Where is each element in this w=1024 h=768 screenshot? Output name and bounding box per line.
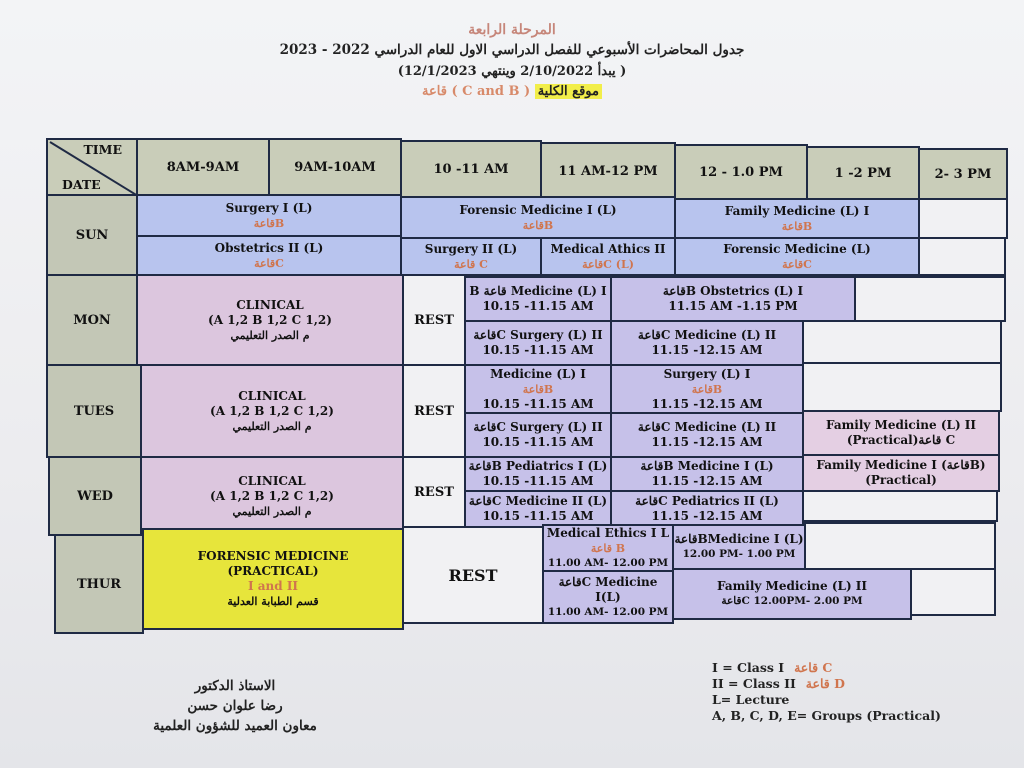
- sun-medical-ethics-ii: [540, 237, 676, 276]
- signature-line: معاون العميد للشؤون العلمية: [153, 718, 317, 734]
- tues-clinical: [140, 364, 404, 458]
- course-title: Surgery I (L): [225, 200, 313, 215]
- hall-label: قاعة C: [454, 257, 488, 271]
- empty-cell: [802, 362, 1002, 412]
- course-title: Medical Athics II: [550, 241, 666, 256]
- course-title: FORENSIC MEDICINE: [197, 549, 349, 563]
- legend: [712, 660, 941, 724]
- course-type: (PRACTICAL): [227, 564, 319, 578]
- clinical-title: CLINICAL: [238, 388, 306, 403]
- course-title: قاعةC Surgery (L) II: [473, 328, 603, 342]
- thur-medical-ethics-i: [542, 524, 674, 572]
- signature-line: الاستاذ الدكتور: [194, 678, 276, 694]
- thur-medicine-i-c: [542, 570, 674, 624]
- course-title: Obstetrics II (L): [214, 240, 324, 255]
- course-note: (Practical): [865, 473, 937, 487]
- sun-forensic-i: [400, 196, 676, 239]
- empty-cell: [854, 276, 1006, 322]
- course-title: Family Medicine (L) II: [825, 418, 977, 432]
- course-time: 10.15 -11.15 AM: [482, 435, 594, 449]
- tues-surgery-i: [610, 364, 804, 414]
- tues-rest: REST: [402, 364, 466, 458]
- course-time: 11.15 -12.15 AM: [651, 396, 763, 411]
- corner-date: DATE: [62, 177, 101, 192]
- mon-surgery-ii: [464, 320, 612, 366]
- signature-block: [140, 676, 330, 736]
- course-title: Forensic Medicine I (L): [459, 202, 617, 217]
- course-time: 10.15 -11.15 AM: [482, 396, 594, 411]
- clinical-groups: (A 1,2 B 1,2 C 1,2): [208, 312, 332, 327]
- legend-text: I = Class I: [712, 660, 785, 675]
- hall-label: قاعةB: [522, 218, 554, 232]
- mon-obstetrics-i: [610, 276, 856, 322]
- legend-line: [712, 660, 941, 676]
- course-title: B قاعة Medicine (L) I: [469, 284, 607, 298]
- clinical-title: CLINICAL: [238, 473, 306, 488]
- empty-cell: [802, 490, 998, 522]
- tues-surgery-ii: [464, 412, 612, 458]
- sun-surgery-i: [136, 194, 402, 237]
- sun-family-i: [674, 198, 920, 239]
- hall-label: قاعةC (L): [582, 257, 634, 271]
- clinical-place: م الصدر التعليمي: [232, 504, 312, 518]
- time-header: 2- 3 PM: [918, 148, 1008, 200]
- clinical-place: م الصدر التعليمي: [230, 328, 310, 342]
- course-title: قاعةC Medicine I(L): [558, 574, 658, 604]
- sun-surgery-ii: [400, 237, 542, 276]
- hall-label: قاعةB: [691, 382, 723, 396]
- course-title: Family Medicine I (قاعةB): [816, 458, 986, 472]
- course-title: Surgery (L) I: [663, 366, 751, 381]
- wed-rest: REST: [402, 456, 466, 528]
- mon-clinical: [136, 274, 404, 366]
- hall-label: قاعةB: [522, 382, 554, 396]
- thur-forensic-practical: [142, 528, 404, 630]
- course-department: قسم الطبابة العدلية: [227, 595, 319, 608]
- course-note: (Practical)قاعة C: [846, 433, 956, 447]
- day-label-thur: THUR: [54, 534, 144, 634]
- wed-family-i-practical: [802, 454, 1000, 492]
- course-time: 12.00 PM- 1.00 PM: [682, 548, 796, 560]
- hall-label: قاعةC: [782, 257, 812, 271]
- course-time: 11.15 AM -1.15 PM: [668, 299, 798, 313]
- wed-medicine-i: [610, 456, 804, 492]
- thur-family-ii: [672, 568, 912, 620]
- hall-label: قاعةB: [781, 219, 813, 233]
- mon-medicine-ii: [610, 320, 804, 366]
- course-time: 10.15 -11.15 AM: [482, 474, 594, 488]
- empty-cell: [802, 320, 1002, 364]
- location-hall: قاعة ( C and B ): [422, 84, 531, 99]
- course-title: قاعةB Pediatrics I (L): [468, 459, 608, 473]
- empty-cell: [910, 568, 996, 616]
- legend-hall: قاعة D: [805, 676, 845, 691]
- empty-cell: [918, 237, 1006, 276]
- empty-cell: [804, 522, 996, 570]
- mon-rest: REST: [402, 274, 466, 366]
- day-label-mon: MON: [46, 274, 138, 366]
- clinical-title: CLINICAL: [236, 297, 304, 312]
- corner-time: TIME: [83, 142, 122, 157]
- tues-medicine-ii: [610, 412, 804, 458]
- thur-rest: REST: [402, 526, 544, 624]
- stage-title: المرحلة الرابعة: [468, 22, 556, 38]
- day-label-tues: TUES: [46, 364, 142, 458]
- empty-cell: [918, 198, 1008, 239]
- schedule-dates: ( يبدأ 2/10/2022 وينتهي 12/1/2023): [397, 64, 627, 79]
- clinical-groups: (A 1,2 B 1,2 C 1,2): [210, 403, 334, 418]
- course-time: 11.15 -12.15 AM: [651, 474, 763, 488]
- hall-label: قاعةB: [253, 216, 285, 230]
- time-header: 1 -2 PM: [806, 146, 920, 200]
- time-header: 12 - 1.0 PM: [674, 144, 808, 200]
- tues-medicine-i: [464, 364, 612, 414]
- wed-medicine-ii: [464, 490, 612, 528]
- course-title: Forensic Medicine (L): [723, 241, 871, 256]
- course-title: قاعةB Obstetrics (L) I: [662, 284, 804, 298]
- legend-line: A, B, C, D, E= Groups (Practical): [712, 708, 941, 723]
- wed-pediatrics-ii: [610, 490, 804, 528]
- schedule-title: جدول المحاضرات الأسبوعي للفصل الدراسي الاول للعام الدراسي 2022 - 2023: [279, 42, 745, 58]
- wed-clinical: [140, 456, 404, 536]
- course-title: قاعةB Medicine I (L): [640, 459, 774, 473]
- course-title: قاعةC Medicine II (L): [468, 494, 608, 508]
- legend-text: II = Class II: [712, 676, 796, 691]
- time-header: 9AM-10AM: [268, 138, 402, 196]
- course-classes: I and II: [247, 579, 299, 593]
- course-title: Family Medicine (L) II: [716, 579, 868, 593]
- course-time: 10.15 -11.15 AM: [482, 343, 594, 357]
- time-header: 11 AM-12 PM: [540, 142, 676, 200]
- course-time: 11.15 -12.15 AM: [651, 509, 763, 523]
- course-time: 11.00 AM- 12.00 PM: [547, 605, 669, 618]
- wed-pediatrics-i: [464, 456, 612, 492]
- course-title: Family Medicine (L) I: [724, 203, 870, 218]
- thur-medicine-i: [672, 524, 806, 570]
- course-time: 11.15 -12.15 AM: [651, 435, 763, 449]
- course-time: 10.15 -11.15 AM: [482, 509, 594, 523]
- course-time: 10.15 -11.15 AM: [482, 299, 594, 313]
- sun-obstetrics-ii: [136, 235, 402, 276]
- mon-medicine-i: [464, 276, 612, 322]
- course-title: Surgery II (L): [424, 241, 518, 256]
- time-header: 10 -11 AM: [400, 140, 542, 198]
- hall-label: قاعة B: [590, 541, 626, 555]
- course-title: قاعةC Medicine (L) II: [637, 328, 777, 342]
- clinical-place: م الصدر التعليمي: [232, 419, 312, 433]
- course-title: قاعةC Medicine (L) II: [637, 420, 777, 434]
- corner-header: [46, 138, 138, 196]
- legend-line: [712, 676, 941, 692]
- signature-line: رضا علوان حسن: [187, 698, 283, 714]
- course-title: قاعةBMedicine I (L): [674, 532, 804, 546]
- tues-family-ii-practical: [802, 410, 1000, 456]
- course-time: قاعةC 12.00PM- 2.00 PM: [721, 595, 863, 607]
- hall-label: قاعةC: [254, 256, 284, 270]
- location-label: موقع الكلية: [535, 84, 602, 99]
- sun-forensic-medicine: [674, 237, 920, 276]
- legend-hall: قاعة C: [794, 660, 833, 675]
- course-time: 11.15 -12.15 AM: [651, 343, 763, 357]
- day-label-sun: SUN: [46, 194, 138, 276]
- legend-line: L= Lecture: [712, 692, 790, 707]
- course-title: Medicine (L) I: [490, 366, 586, 381]
- clinical-groups: (A 1,2 B 1,2 C 1,2): [210, 488, 334, 503]
- course-time: 11.00 AM- 12.00 PM: [547, 556, 669, 569]
- course-title: Medical Ethics I L: [546, 525, 670, 540]
- course-title: قاعةC Surgery (L) II: [473, 420, 603, 434]
- day-label-wed: WED: [48, 456, 142, 536]
- time-header: 8AM-9AM: [136, 138, 270, 196]
- course-title: قاعةC Pediatrics II (L): [635, 494, 779, 508]
